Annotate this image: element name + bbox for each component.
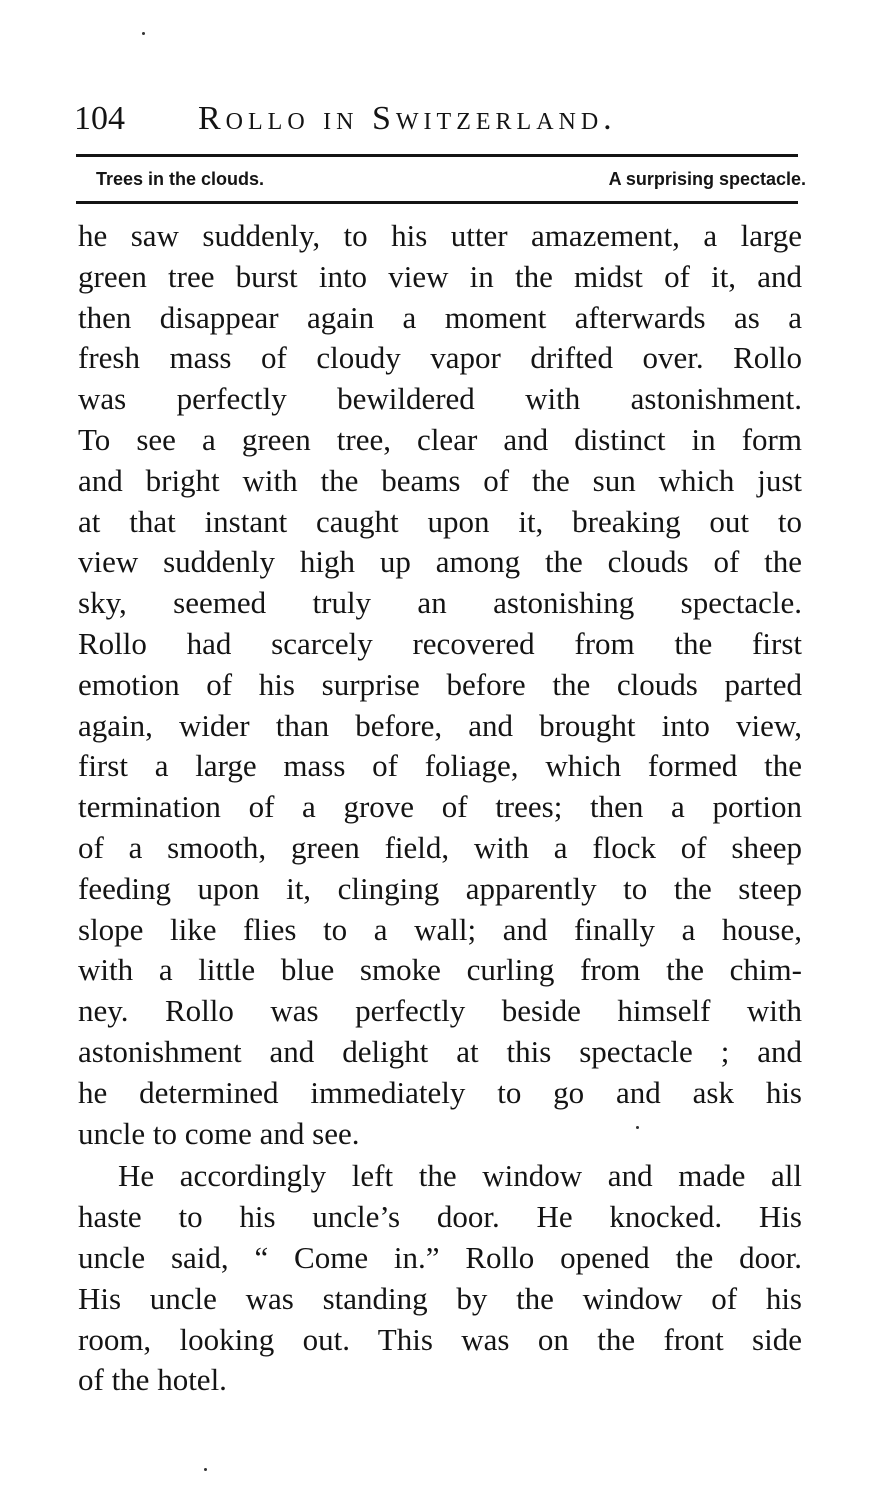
text-line: To see a green tree, clear and distinct in form — [78, 421, 802, 457]
text-line: haste to his uncle’s door. He knocked. His — [78, 1199, 802, 1235]
text-line: His uncle was standing by the window of his — [78, 1280, 802, 1316]
text-line: feeding upon it, clinging apparently to the steep — [78, 870, 802, 906]
body-text — [78, 216, 802, 1401]
text-line: termination of a grove of trees; then a portion — [78, 789, 802, 825]
subhead-left: Trees in the clouds. — [96, 169, 265, 189]
text-line: ney. Rollo was perfectly beside himself with — [78, 993, 802, 1029]
print-speck — [204, 1468, 207, 1471]
text-line: he saw suddenly, to his utter amazement, a large — [78, 218, 802, 253]
text-line: Rollo had scarcely recovered from the first — [78, 625, 802, 661]
text-line: first a large mass of foliage, which formed the — [78, 748, 802, 784]
text-line: again, wider than before, and brought into view, — [78, 707, 802, 743]
text-line: He accordingly left the window and made all — [118, 1158, 802, 1194]
print-speck — [636, 1126, 639, 1129]
page-number: 104 — [74, 100, 125, 137]
text-line: he determined immediately to go and ask his — [78, 1074, 802, 1110]
text-line: with a little blue smoke curling from the chim- — [78, 952, 802, 988]
text-line: view suddenly high up among the clouds of the — [78, 544, 802, 580]
book-title: Rollo in Switzerland. — [198, 100, 617, 137]
header-rule-top — [76, 154, 798, 157]
text-line: sky, seemed truly an astonishing spectacle. — [78, 585, 802, 621]
text-line: of a smooth, green field, with a flock of sheep — [78, 829, 802, 865]
text-line: uncle to come and see. — [78, 1115, 360, 1151]
text-line: and bright with the beams of the sun which just — [78, 462, 802, 498]
paragraph — [78, 1156, 802, 1401]
text-line: green tree burst into view in the midst of it, and — [78, 258, 802, 294]
text-line: emotion of his surprise before the clouds parted — [78, 666, 802, 702]
text-line: room, looking out. This was on the front side — [78, 1321, 802, 1357]
print-speck — [142, 32, 145, 35]
text-line: uncle said, “ Come in.” Rollo opened the door. — [78, 1239, 802, 1275]
running-head — [74, 96, 804, 142]
text-line: of the hotel. — [78, 1362, 227, 1398]
header-rule-bottom — [76, 201, 798, 204]
text-line: astonishment and delight at this spectacle ; and — [78, 1033, 802, 1069]
subhead-right: A surprising spectacle. — [608, 169, 806, 189]
text-line: then disappear again a moment afterwards as a — [78, 299, 802, 335]
text-line: slope like flies to a wall; and finally a house, — [78, 911, 802, 947]
text-line: fresh mass of cloudy vapor drifted over. Rollo — [78, 340, 802, 376]
section-subheads — [96, 163, 806, 195]
text-line: at that instant caught upon it, breaking out to — [78, 503, 802, 539]
paragraph — [78, 216, 802, 1154]
text-line: was perfectly bewildered with astonishment. — [78, 381, 802, 417]
